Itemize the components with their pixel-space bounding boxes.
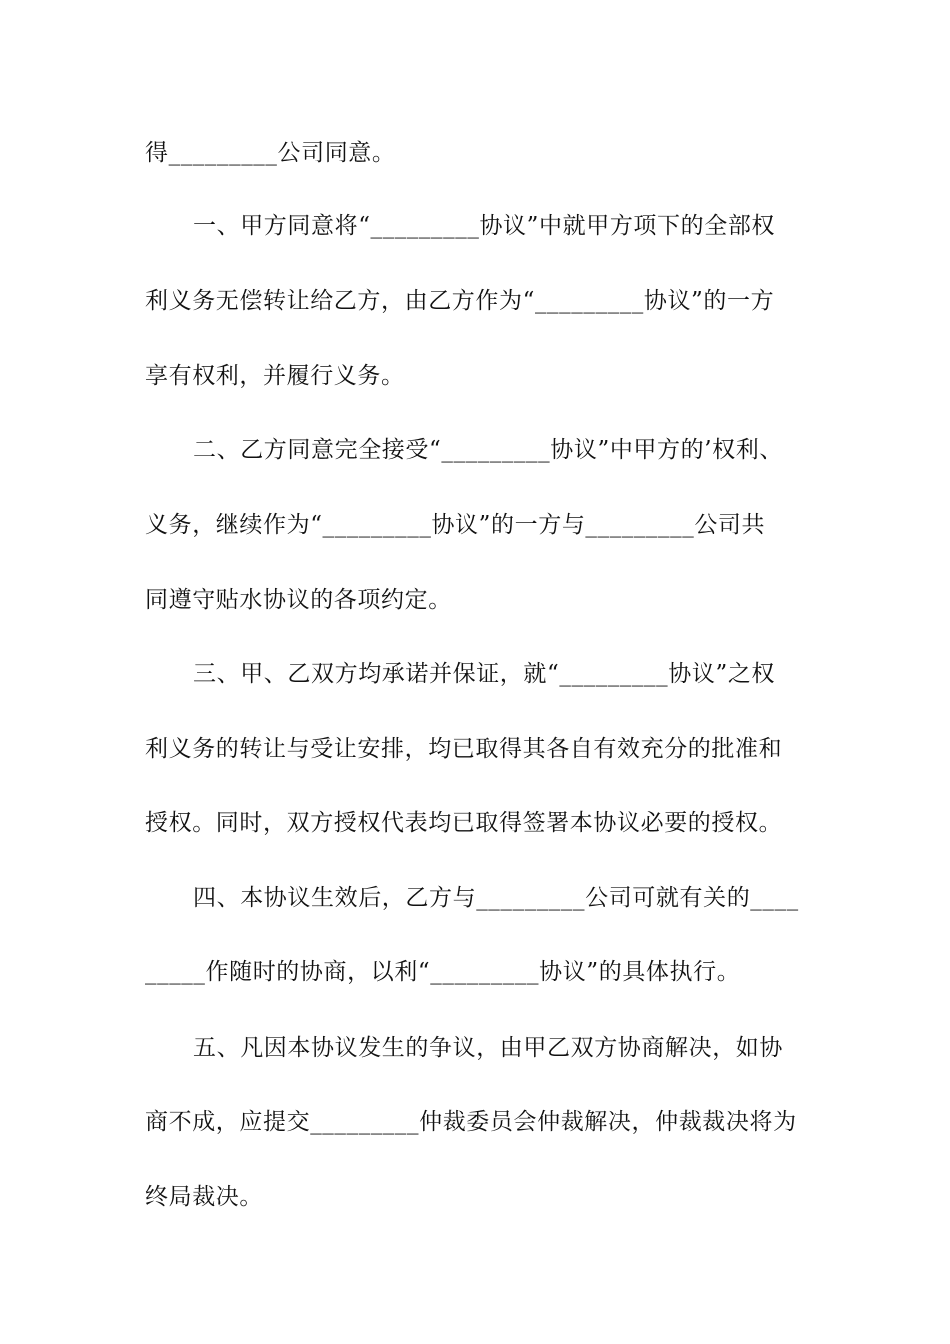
text-line: 授权。同时，双方授权代表均已取得签署本协议必要的授权。: [145, 810, 783, 836]
text-line: 终局裁决。: [145, 1184, 263, 1210]
clause-three-line: 三、甲、乙双方均承诺并保证，就“_________协议”之权: [193, 661, 776, 687]
text-line: 同遵守贴水协议的各项约定。: [145, 587, 452, 613]
text-line: 利义务的转让与受让安排，均已取得其各自有效充分的批准和: [145, 736, 783, 762]
clause-four-line: 四、本协议生效后，乙方与_________公司可就有关的____: [193, 885, 799, 911]
text-line: 得_________公司同意。: [145, 140, 396, 166]
text-line: 商不成，应提交_________仲裁委员会仲裁解决，仲裁裁决将为: [145, 1109, 797, 1135]
text-line: _____作随时的协商，以利“_________协议”的具体执行。: [145, 959, 741, 985]
text-line: 利义务无偿转让给乙方，由乙方作为“_________协议”的一方: [145, 288, 775, 314]
text-line: 义务，继续作为“_________协议”的一方与_________公司共: [145, 512, 766, 538]
clause-five-line: 五、凡因本协议发生的争议，由甲乙双方协商解决，如协: [193, 1035, 783, 1061]
text-line: 享有权利，并履行义务。: [145, 363, 405, 389]
clause-two-line: 二、乙方同意完全接受“_________协议”中甲方的’权利、: [193, 437, 783, 463]
clause-one-line: 一、甲方同意将“_________协议”中就甲方项下的全部权: [193, 213, 776, 239]
